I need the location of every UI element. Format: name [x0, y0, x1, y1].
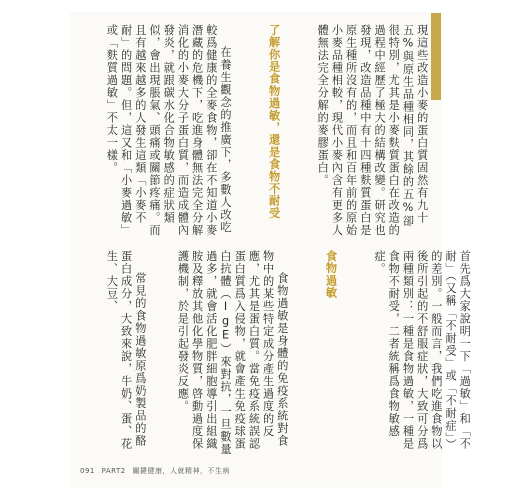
- section-title: 關鍵健康，人就精神，不生病: [132, 467, 230, 475]
- page-footer: [80, 466, 230, 476]
- paragraph: 食物過敏是身體的免疫系統對食物中的某些特定成分產生過度的反應，尤其是蛋白質。當免疫系統誤認蛋白質爲入侵物，就會產生免疫球蛋白抗體（IgE）來對抗，一旦數量過多，就會活化肥胖細胞導引出組織胺及釋放其他化學物質，啓動過度保護機制，於是引起發炎反應。: [176, 250, 289, 456]
- paragraph: 常見的食物過敏原爲奶製品的酪蛋白成分，大致來說，牛奶、蛋、花生、大豆、: [105, 250, 147, 450]
- top-text-block: [90, 24, 457, 238]
- bottom-text-block: [90, 250, 500, 458]
- section-heading: 了解你是食物過敏，還是食物不耐受: [267, 24, 281, 220]
- page-number: 091: [80, 467, 95, 475]
- paragraph: 現這些改造小麥的蛋白質固然有九十五%與原生品種相同，其餘的五%卻很特別，尤其是小麥麩質蛋白在改造的過程中經歷了極大的結構改變。研究也發現，改造品種中有十四種麩質蛋白是原生種所沒有的，而且和百年前的原始小麥品種相較，現代小麥內含有更多人體無法完全分解的麥膠蛋白。: [316, 24, 429, 237]
- paragraph: 在養生觀念的推廣下，多數人改吃較爲健康的全麥食物，卻在不知道小麥潛藏的危機下，吃進身體無法完全分解消化的小麥大分子蛋白質，而造成體內發炎，就跟碳水化合物敏感的症狀類似，會出現脹氣、頭痛或關節疼痛。而且有越來越多的人發生這類「小麥不耐」的問題。但，這又和「小麥過敏」或「麩質過敏」不太一樣。: [105, 24, 233, 237]
- section-heading: 食物過敏: [324, 250, 338, 299]
- part-label: PART2: [101, 467, 126, 475]
- paragraph: 首先爲大家說明一下「過敏」和「不耐」（又稱「不耐受」或「不耐症」）的差別。一般而言，我們吃進食物以後所引起的不舒服症狀，大致可分爲兩種類別：一種是食物過敏，一種是食物不耐受，二者統稱爲食物敏感症。: [373, 250, 472, 452]
